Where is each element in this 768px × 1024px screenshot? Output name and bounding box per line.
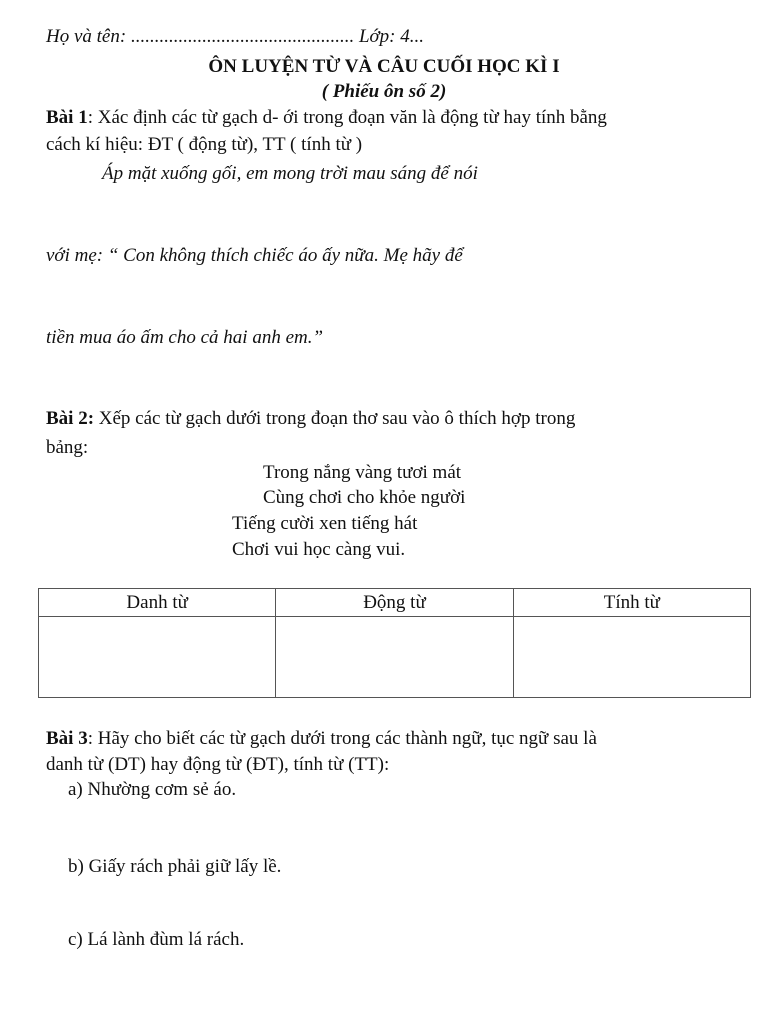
exercise-1-label: Bài 1 [46, 107, 88, 128]
exercise-3-prompt-line1 [46, 728, 597, 751]
table-header-adjective: Tính từ [513, 589, 750, 617]
exercise-1-text-line1: : Xác định các từ gạch d- ới trong đoạn văn là động từ hay tính bằng [87, 107, 607, 128]
exercise-1-prompt-line2: cách kí hiệu: ĐT ( động từ), TT ( tính từ ) [46, 134, 363, 155]
table-row [39, 617, 751, 698]
table-cell-adjective[interactable] [513, 617, 750, 698]
poem-line-4: Chơi vui học càng vui. [232, 539, 406, 560]
exercise-1-passage-line2: với mẹ: “ Con không thích chiếc áo ấy nữa. Mẹ hãy để [46, 245, 463, 266]
exercise-3-label: Bài 3 [46, 728, 88, 749]
exercise-1-passage-line3: tiền mua áo ấm cho cả hai anh em.” [46, 327, 324, 348]
table-cell-noun[interactable] [39, 617, 276, 698]
exercise-3-prompt-line2: danh từ (DT) hay động từ (ĐT), tính từ (TT): [46, 754, 390, 775]
exercise-1-passage-line1: Áp mặt xuống gối, em mong trời mau sáng để nói [102, 163, 478, 184]
word-classification-table [38, 588, 751, 698]
exercise-1-prompt-line1 [46, 107, 607, 130]
exercise-3-item-c: c) Lá lành đùm lá rách. [68, 929, 245, 950]
table-cell-verb[interactable] [276, 617, 513, 698]
table-header-noun: Danh từ [39, 589, 276, 617]
table-header-verb: Động từ [276, 589, 513, 617]
exercise-2-text-line1: Xếp các từ gạch dưới trong đoạn thơ sau vào ô thích hợp trong [94, 408, 576, 429]
worksheet-subtitle: ( Phiếu ôn số 2) [321, 81, 447, 102]
poem-line-2: Cùng chơi cho khỏe người [263, 487, 466, 508]
exercise-2-prompt-line1 [46, 408, 575, 431]
exercise-3-text-line1: : Hãy cho biết các từ gạch dưới trong các thành ngữ, tục ngữ sau là [87, 728, 597, 749]
exercise-2-label: Bài 2: [46, 408, 95, 429]
exercise-3-item-a: a) Nhường cơm sẻ áo. [68, 779, 237, 800]
exercise-3-item-b: b) Giấy rách phải giữ lấy lề. [68, 856, 282, 877]
name-class-line: Họ và tên: ............................................... Lớp: 4... [46, 26, 424, 47]
poem-line-3: Tiếng cười xen tiếng hát [232, 513, 418, 534]
worksheet-title: ÔN LUYỆN TỪ VÀ CÂU CUỐI HỌC KÌ I [208, 56, 560, 77]
poem-line-1: Trong nắng vàng tươi mát [263, 462, 462, 483]
exercise-2-prompt-line2: bảng: [46, 437, 89, 458]
